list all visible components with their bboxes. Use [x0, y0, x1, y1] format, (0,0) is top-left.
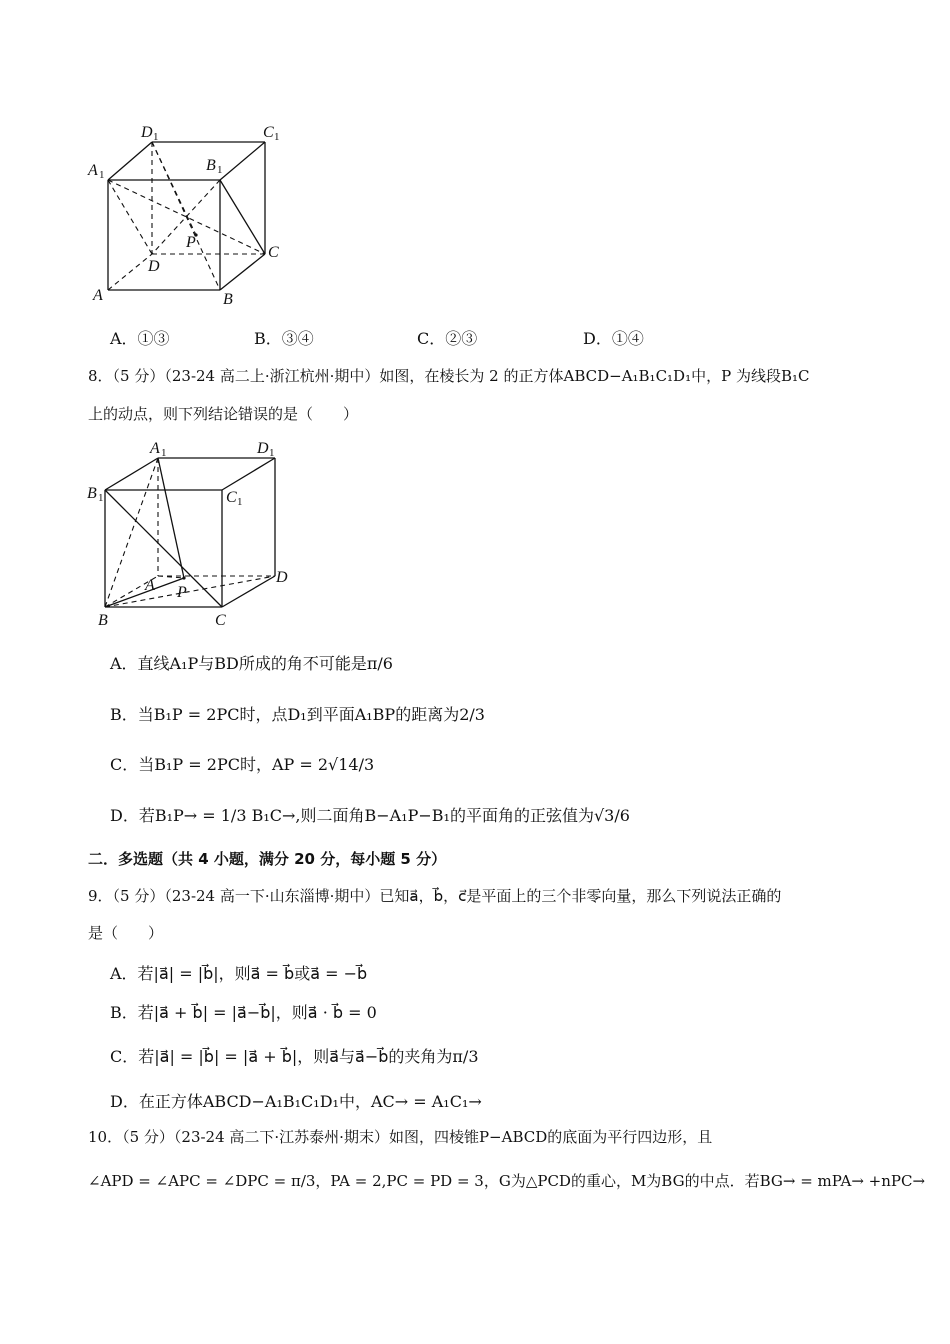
q8-option-a: A．直线A₁P与BD所成的角不可能是π/6 [110, 654, 393, 673]
svg-text:1: 1 [217, 164, 223, 176]
label-P: P [186, 234, 196, 251]
q10-stem-line1: 10．（5 分）（23-24 高二下·江苏泰州·期末）如图，四棱锥P−ABCD的底面为平行四边形，且 [88, 1128, 713, 1146]
q9-option-d: D．在正方体ABCD−A₁B₁C₁D₁中，AC→ = A₁C₁→ [110, 1092, 482, 1111]
section-heading-multi-choice: 二．多选题（共 4 小题，满分 20 分，每小题 5 分） [88, 850, 447, 868]
svg-text:1: 1 [153, 131, 159, 143]
q9-stem-line2: 是（ ） [88, 924, 164, 942]
q7-option-b: B．③④ [254, 329, 314, 348]
q8-option-b: B．当B₁P = 2PC时，点D₁到平面A₁BP的距离为2/3 [110, 705, 485, 724]
label-C1: C [263, 124, 274, 141]
svg-text:1: 1 [99, 169, 105, 181]
q9-stem-line1: 9．（5 分）（23-24 高一下·山东淄博·期中）已知a⃗，b⃗，c⃗是平面上的三个非零向量，那么下列说法正确的 [88, 887, 782, 905]
label-A: A [145, 577, 155, 594]
svg-text:1: 1 [161, 447, 167, 459]
label-B: B [223, 291, 233, 308]
svg-text:1: 1 [274, 131, 280, 143]
label-D: D [148, 258, 160, 275]
q7-option-d: D．①④ [583, 329, 644, 348]
q7-option-a: A．①③ [110, 329, 170, 348]
q9-option-c: C．若|a⃗| = |b⃗| = |a⃗ + b⃗|，则a⃗与a⃗−b⃗的夹角为π/3 [110, 1047, 479, 1066]
label-C: C [215, 612, 226, 629]
label-C1: C [226, 489, 237, 506]
svg-text:1: 1 [98, 492, 104, 504]
label-A1: A [150, 440, 160, 457]
q8-option-c: C．当B₁P = 2PC时，AP = 2√14/3 [110, 755, 375, 774]
q10-stem-line2: ∠APD = ∠APC = ∠DPC = π/3，PA = 2,PC = PD = 3，G为△PCD的重心，M为BG的中点．若BG→ = mPA→ +nPC→ [88, 1172, 926, 1190]
label-C: C [268, 244, 279, 261]
q8-stem-line1: 8．（5 分）（23-24 高二上·浙江杭州·期中）如图，在棱长为 2 的正方体ABCD−A₁B₁C₁D₁中，P 为线段B₁C [88, 367, 810, 385]
label-P: P [177, 584, 187, 601]
q7-option-c: C．②③ [417, 329, 478, 348]
cube-figure-q7 [80, 118, 300, 313]
label-D1: D [257, 440, 269, 457]
label-B: B [98, 612, 108, 629]
svg-text:1: 1 [269, 447, 275, 459]
label-D1: D [141, 124, 153, 141]
label-B1: B [206, 157, 216, 174]
label-B1: B [87, 485, 97, 502]
label-A: A [93, 287, 103, 304]
q9-option-a: A．若|a⃗| = |b⃗|，则a⃗ = b⃗或a⃗ = −b⃗ [110, 964, 368, 983]
label-D: D [276, 569, 288, 586]
q8-stem-line2: 上的动点，则下列结论错误的是（ ） [88, 405, 359, 423]
q9-option-b: B．若|a⃗ + b⃗| = |a⃗−b⃗|，则a⃗ · b⃗ = 0 [110, 1003, 377, 1022]
label-A1: A [88, 162, 98, 179]
svg-text:1: 1 [237, 496, 243, 508]
q8-option-d: D．若B₁P→ = 1/3 B₁C→,则二面角B−A₁P−B₁的平面角的正弦值为√3/6 [110, 806, 630, 825]
cube-figure-q8 [80, 432, 300, 632]
